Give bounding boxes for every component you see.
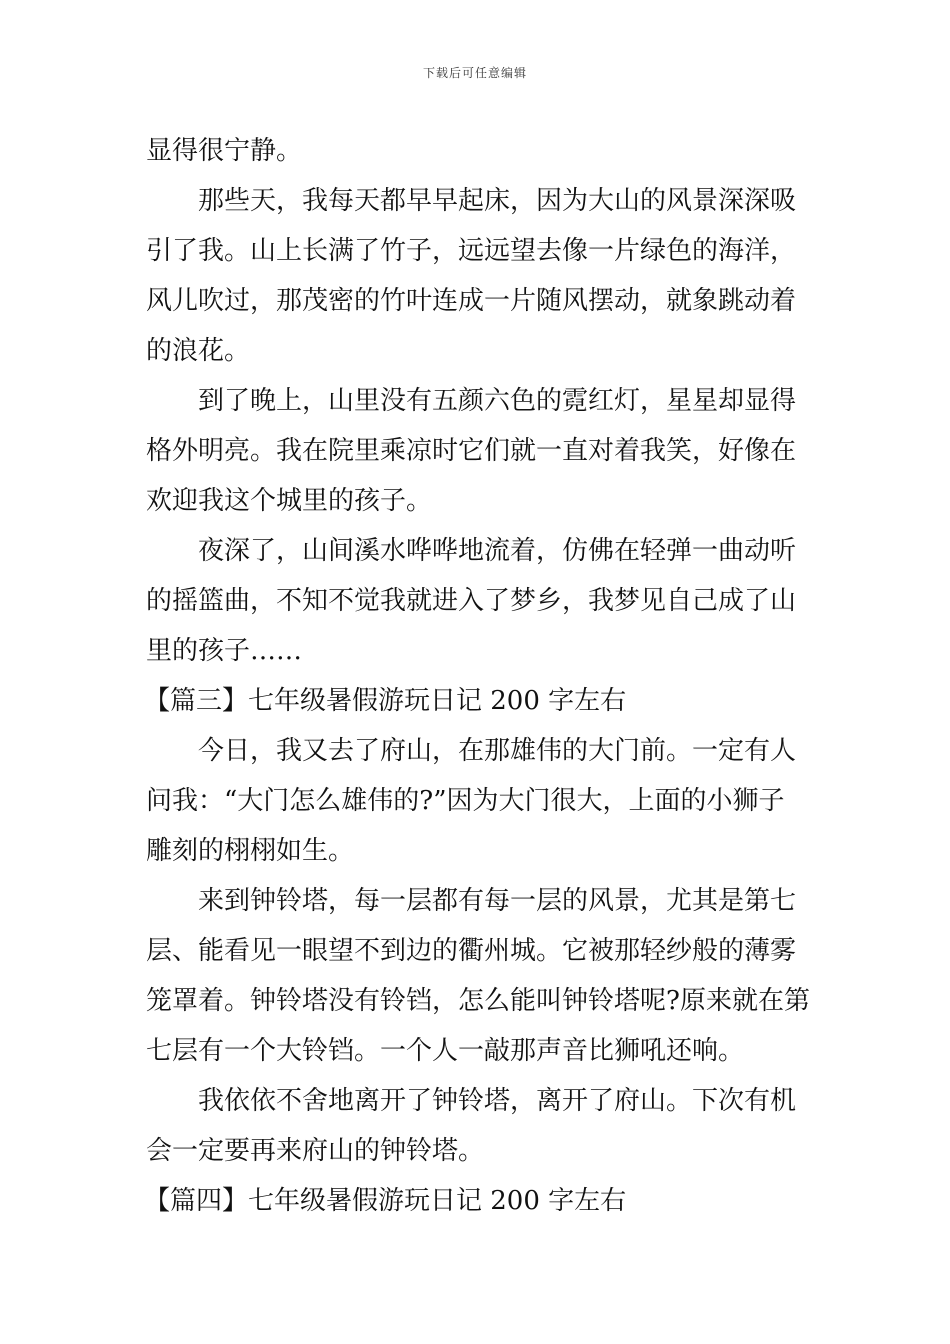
section-heading: 【篇三】七年级暑假游玩日记 200 字左右 — [144, 686, 627, 716]
document-body — [144, 126, 810, 1226]
text-line: 的浪花。 — [146, 336, 251, 366]
text-line: 里的孩子…… — [146, 636, 303, 666]
text-line: 的摇篮曲，不知不觉我就进入了梦乡，我梦见自己成了山 — [146, 586, 797, 616]
page-header: 下载后可任意编辑 — [422, 66, 527, 80]
text-line: 我依依不舍地离开了钟铃塔，离开了府山。下次有机 — [198, 1086, 797, 1116]
text-line: 笼罩着。钟铃塔没有铃铛，怎么能叫钟铃塔呢?原来就在第 — [146, 986, 810, 1016]
text-line: 会一定要再来府山的钟铃塔。 — [146, 1136, 485, 1166]
text-line: 层、能看见一眼望不到边的衢州城。它被那轻纱般的薄雾 — [146, 936, 797, 966]
text-line: 格外明亮。我在院里乘凉时它们就一直对着我笑，好像在 — [146, 436, 797, 466]
text-line: 七层有一个大铃铛。一个人一敲那声音比狮吼还响。 — [146, 1036, 745, 1066]
text-line: 风儿吹过，那茂密的竹叶连成一片随风摆动，就象跳动着 — [146, 286, 797, 316]
text-line: 今日，我又去了府山，在那雄伟的大门前。一定有人 — [198, 736, 797, 766]
text-line: 欢迎我这个城里的孩子。 — [146, 486, 433, 516]
text-line: 夜深了，山间溪水哗哗地流着，仿佛在轻弹一曲动听 — [198, 536, 797, 566]
text-line: 雕刻的栩栩如生。 — [146, 836, 355, 866]
text-line: 到了晚上，山里没有五颜六色的霓红灯，星星却显得 — [198, 386, 797, 416]
text-line: 显得很宁静。 — [146, 136, 303, 166]
text-line: 引了我。山上长满了竹子，远远望去像一片绿色的海洋， — [146, 236, 797, 266]
section-heading: 【篇四】七年级暑假游玩日记 200 字左右 — [144, 1186, 627, 1216]
text-line: 那些天，我每天都早早起床，因为大山的风景深深吸 — [198, 186, 797, 216]
text-line: 问我：“大门怎么雄伟的?”因为大门很大，上面的小狮子 — [146, 786, 785, 816]
text-line: 来到钟铃塔，每一层都有每一层的风景，尤其是第七 — [198, 886, 797, 916]
